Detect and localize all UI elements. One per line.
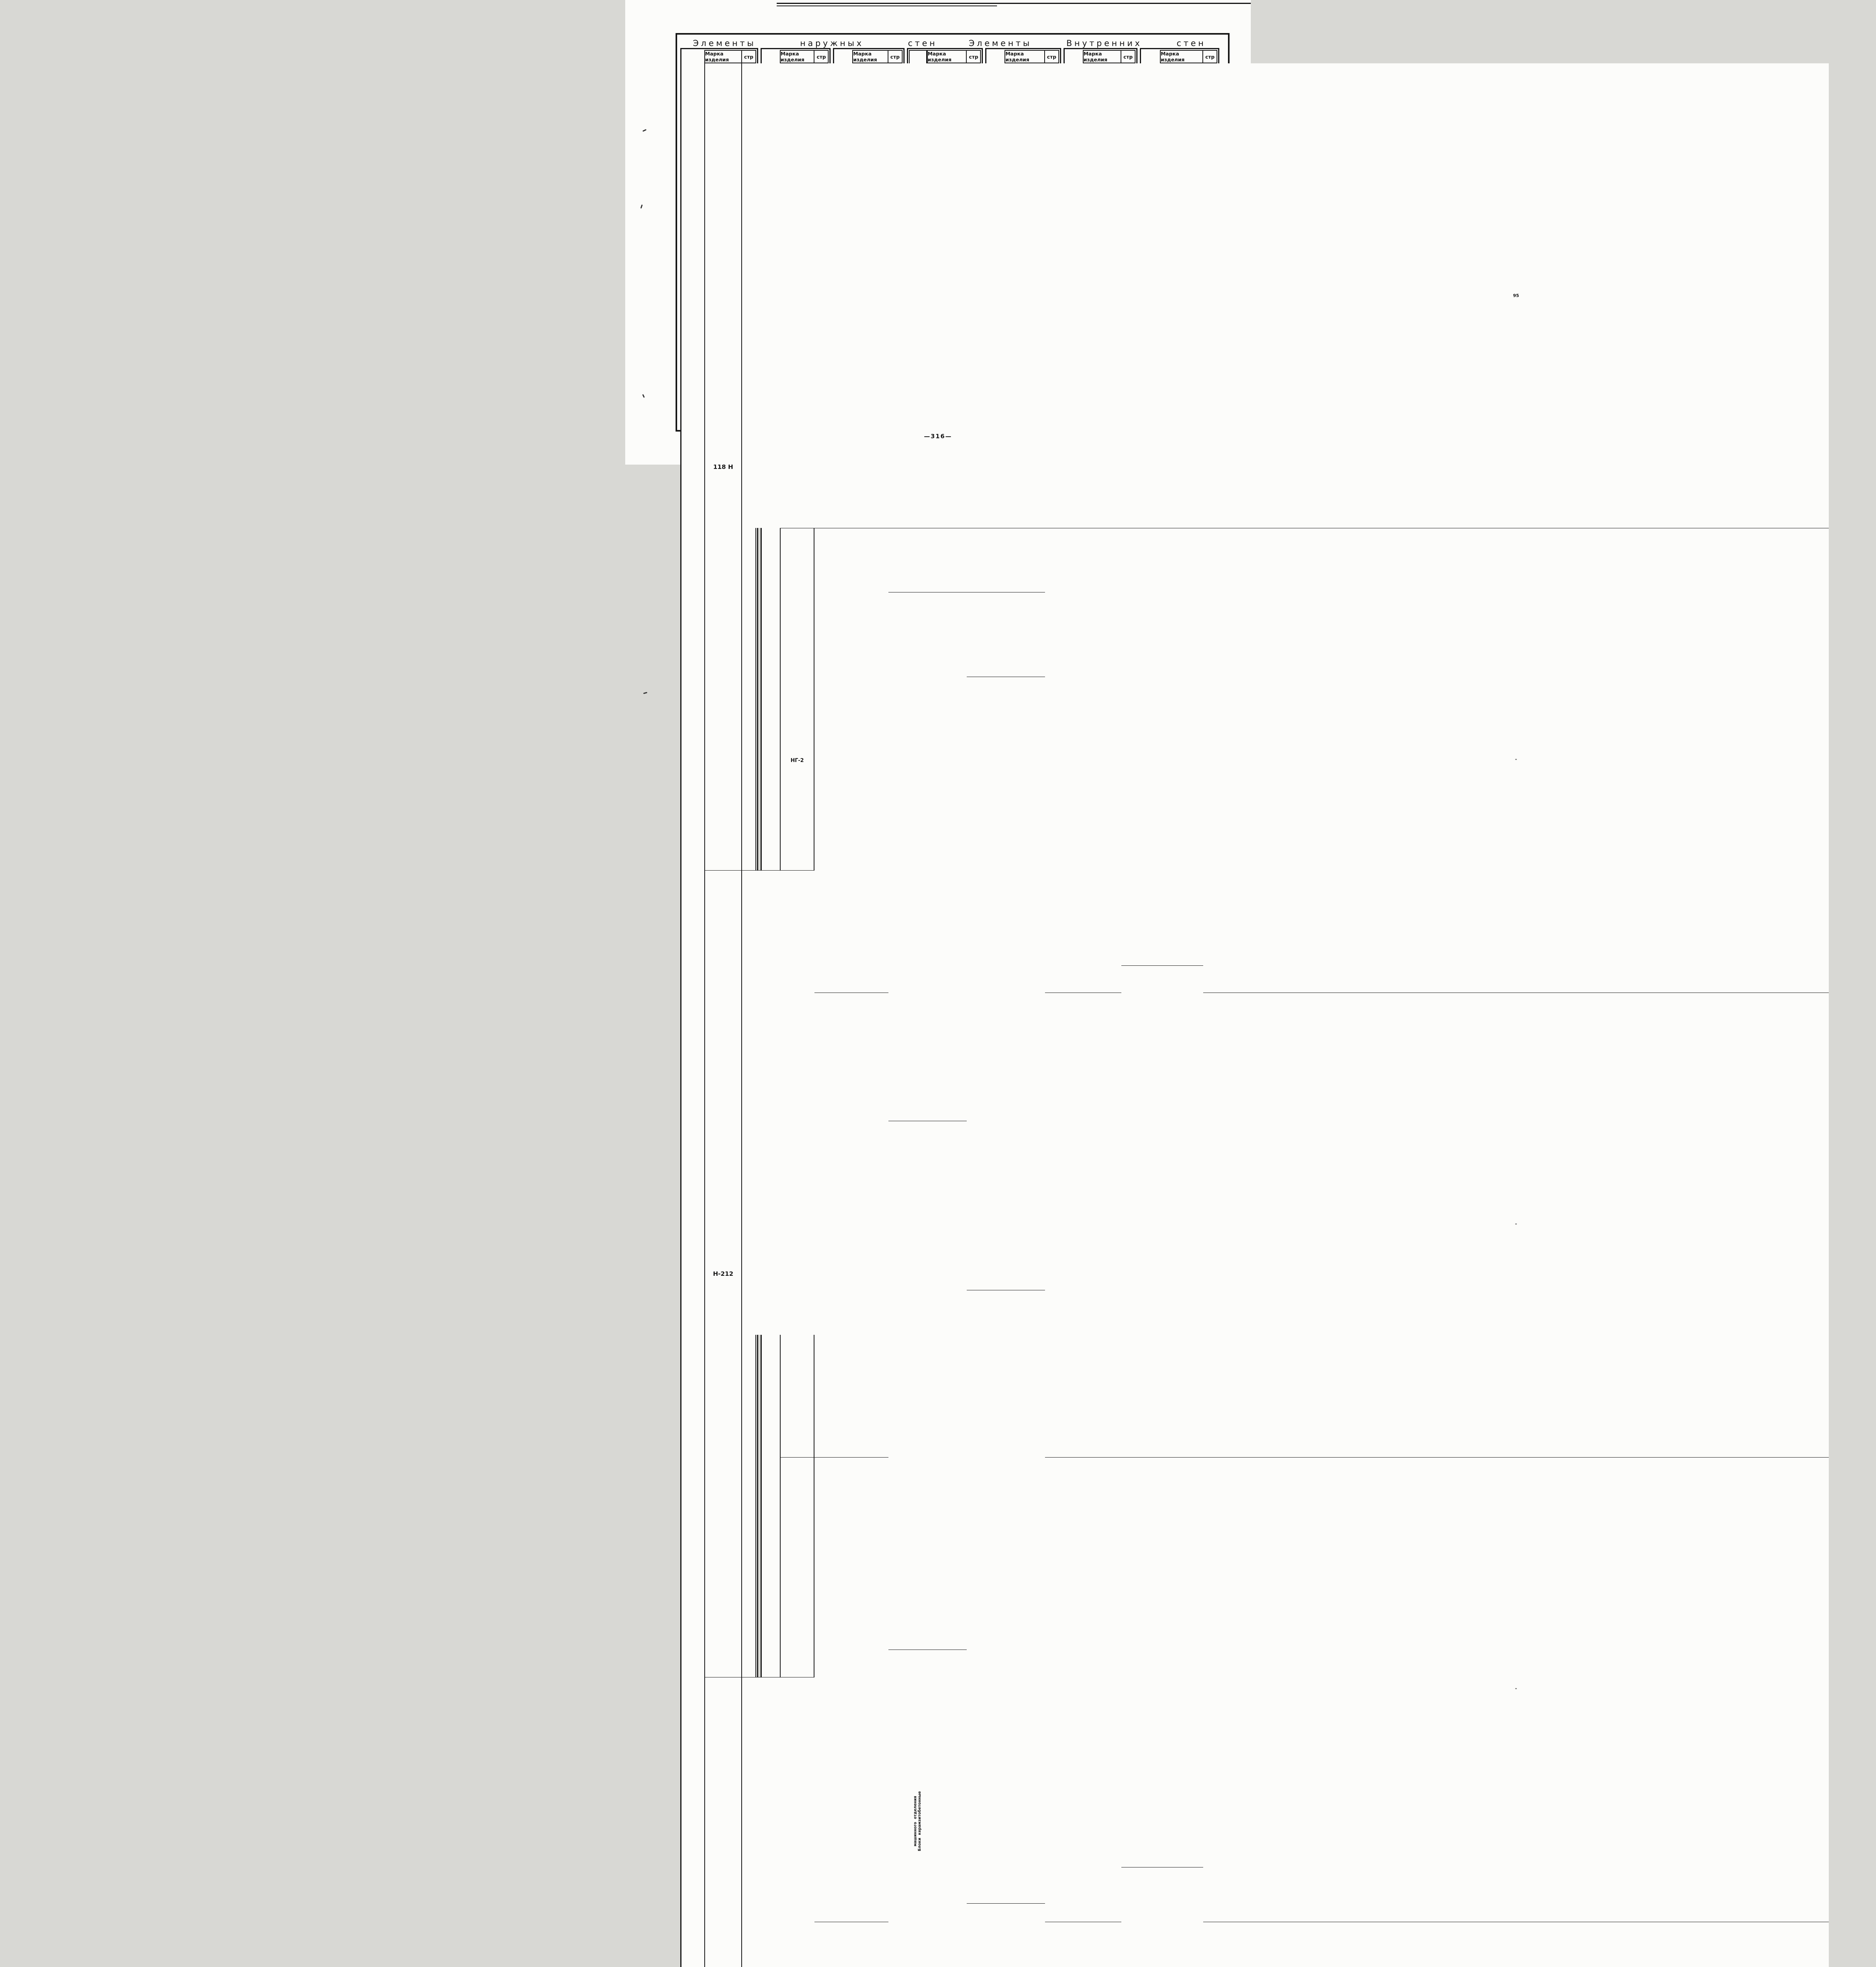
title-word: наружных: [800, 39, 864, 48]
column-header-page: стр: [1205, 54, 1215, 60]
column-header-mark: Марка изделия: [1161, 51, 1203, 63]
table-header-row: [1161, 51, 1217, 63]
section-label-text: Блоки керамзитобетонные: [918, 1791, 922, 1851]
group-label-column: [682, 50, 704, 1967]
title-outer-walls: [693, 39, 965, 48]
page-cell: ": [1203, 528, 1829, 993]
column-header-page: стр: [744, 54, 753, 60]
margin-stray-mark: [641, 205, 643, 209]
column-header-mark: Марка изделия: [928, 51, 967, 63]
page-cell: [1203, 1922, 1829, 1967]
group-table: [704, 50, 756, 1967]
mark-cell: Н-212: [705, 870, 742, 1677]
column-header-page: стр: [816, 54, 826, 60]
mark-cell: НГ-2: [781, 528, 815, 993]
margin-stray-mark: [642, 394, 645, 398]
margin-stray-mark: [643, 692, 647, 694]
title-word: стен: [908, 39, 938, 48]
table-header-row: [1005, 51, 1058, 63]
column-header-mark: Марка изделия: [1005, 51, 1045, 63]
scanned-sheet: [625, 0, 1519, 1851]
top-rule-line: [777, 3, 1251, 4]
page-cell: 95: [1203, 63, 1829, 528]
column-header-page: стр: [890, 54, 900, 60]
table-header-row: [781, 51, 828, 63]
column-header-page: стр: [1047, 54, 1056, 60]
table-header-row: [705, 51, 755, 63]
mark-cell: [705, 1677, 742, 1967]
title-word: Внутренних: [1066, 39, 1142, 48]
title-word: стен: [1176, 39, 1206, 48]
page-cell: ": [1203, 993, 1829, 1457]
section-label-text: машинного отделения: [913, 1795, 918, 1847]
table-group-izdeliya-keramzitobetonnye: [680, 48, 758, 1967]
page-cell: ": [1203, 1457, 1829, 1922]
titles: [677, 35, 1228, 48]
column-header-mark: Марка изделия: [1084, 51, 1121, 63]
page-number: —316—: [924, 433, 952, 440]
mark-cell: 118 Н: [705, 63, 742, 870]
section-label: [682, 50, 704, 1967]
column-header-mark: Марка изделия: [781, 51, 815, 63]
table-body: [705, 63, 755, 1967]
margin-stray-mark: [643, 129, 646, 132]
title-word: Элементы: [969, 39, 1032, 48]
tables-row: [677, 48, 1519, 1967]
table-header-row: [928, 51, 980, 63]
column-header-mark: Марка изделия: [853, 51, 888, 63]
title-word: Элементы: [693, 39, 756, 48]
table-header-row: [1084, 51, 1135, 63]
title-inner-walls: [965, 39, 1206, 48]
column-header-page: стр: [969, 54, 979, 60]
column-header-page: стр: [1123, 54, 1133, 60]
column-header-mark: Марка изделия: [705, 51, 742, 63]
table-header-row: [853, 51, 901, 63]
